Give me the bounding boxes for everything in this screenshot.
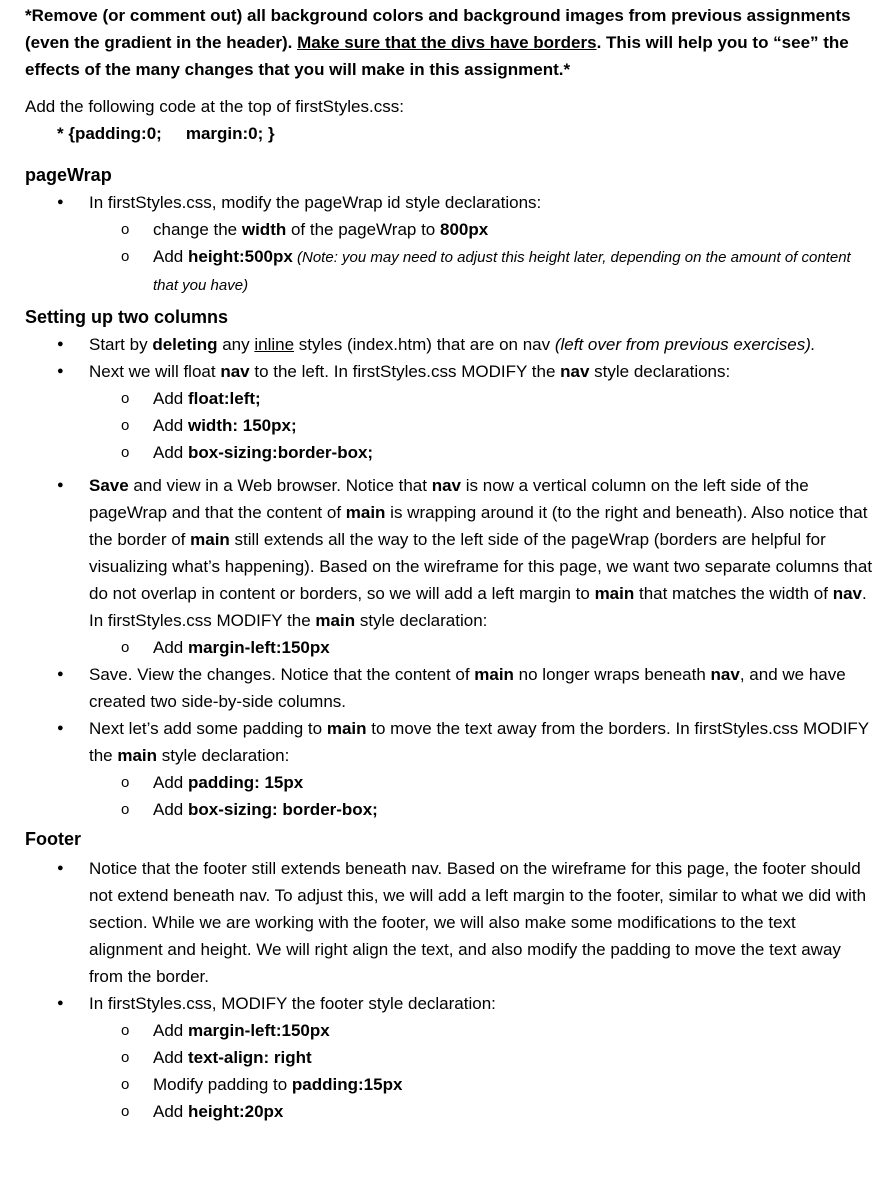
nav-sublist (89, 385, 873, 466)
main-margin-sublist (89, 634, 873, 661)
list-item: ● Start by deleting any inline styles (index.htm) that are on nav (left over from previous exercises). (25, 331, 873, 358)
list-item: ● Notice that the footer still extends beneath nav. Based on the wireframe for this page, the footer should not extend beneath nav. To adjust this, we will add a left margin to the footer, similar to what we did with section. While we are working with the footer, we will also make some modifications to the text alignment and height. We will right align the text, and also modify the padding to move the text away from the border. (25, 855, 873, 990)
sub-list-item: o Modify padding to padding:15px (89, 1071, 873, 1098)
sub-list-item: o Add width: 150px; (89, 412, 873, 439)
columns-heading: Setting up two columns (25, 307, 228, 327)
list-item: ● Next let’s add some padding to main to move the text away from the borders. In firstStyles.css MODIFY the main style declaration: o Add padding: 15px o Add box-sizing: border-box; (25, 715, 873, 823)
sub-list-item: o Add margin-left:150px (89, 1017, 873, 1044)
list-item: ● Save. View the changes. Notice that the content of main no longer wraps beneath nav, and we have created two side-by-side columns. (25, 661, 873, 715)
sub-list-item: o Add box-sizing:border-box; (89, 439, 873, 466)
code-part-a: * {padding:0; (57, 124, 162, 143)
sub-list-item: o Add height:500px (Note: you may need to adjust this height later, depending on the amount of content that you have) (89, 243, 873, 299)
italic-note: (Note: you may need to adjust this height later, depending on the amount of content that you have) (153, 249, 851, 294)
pagewrap-list (25, 189, 873, 299)
sub-list-item: o Add box-sizing: border-box; (89, 796, 873, 823)
intro-text-1: *Remove (or comment out) all background colors and background images from previous assignments (even the gradient in the header). (25, 6, 851, 52)
intro-underlined-text: Make sure that the divs have borders (297, 33, 597, 52)
footer-list (25, 855, 873, 1125)
intro-text-2: . This will help you to “see” the effects of the many changes that you will make in this assignment.* (25, 33, 849, 79)
sub-list-item: o change the width of the pageWrap to 800px (89, 216, 873, 243)
code-part-b: margin:0; } (185, 124, 275, 143)
columns-list (25, 331, 873, 823)
sub-list-item: o Add text-align: right (89, 1044, 873, 1071)
sub-list-item: o Add float:left; (89, 385, 873, 412)
main-padding-sublist (89, 769, 873, 823)
list-item: ● In firstStyles.css, MODIFY the footer style declaration: o Add margin-left:150px o Add text-align: right o Modify padding to padding:15px o Add height:20px (25, 990, 873, 1125)
sub-list-item: o Add margin-left:150px (89, 634, 873, 661)
pagewrap-heading: pageWrap (25, 165, 112, 185)
list-item: ● Next we will float nav to the left. In firstStyles.css MODIFY the nav style declarations: o Add float:left; o Add width: 150px; o Add box-sizing:border-box; (25, 358, 873, 466)
sub-list-item: o Add height:20px (89, 1098, 873, 1125)
intro-paragraph (25, 2, 873, 83)
list-item: ● Save and view in a Web browser. Notice that nav is now a vertical column on the left side of the pageWrap and that the content of main is wrapping around it (to the right and beneath). Also notice that the border of main still extends all the way to the left side of the pageWrap (borders are helpful for visualizing what’s happening). Based on the wireframe for this page, we want two separate columns that do not overlap in content or borders, so we will add a left margin to main that matches the width of nav. In firstStyles.css MODIFY the main style declaration: o Add margin-left:150px (25, 472, 873, 661)
footer-heading: Footer (25, 829, 81, 849)
footer-sublist (89, 1017, 873, 1125)
list-item: ● In firstStyles.css, modify the pageWrap id style declarations: o change the width of the pageWrap to 800px o Add height:500px (Note: you may need to adjust this height later, depending on the amount of content that you have) (25, 189, 873, 299)
sub-list-item: o Add padding: 15px (89, 769, 873, 796)
code-intro: Add the following code at the top of firstStyles.css: (25, 97, 404, 116)
code-snippet (57, 120, 873, 147)
pagewrap-sublist (89, 216, 873, 299)
